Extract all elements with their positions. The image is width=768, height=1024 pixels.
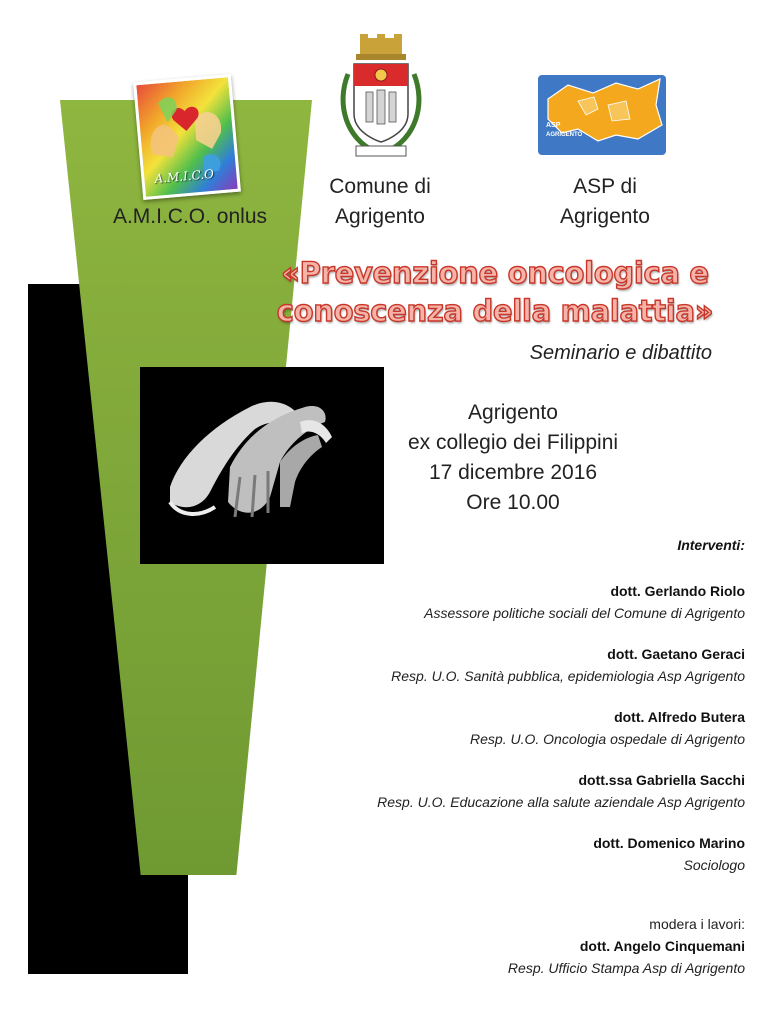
speaker-role: Sociologo <box>683 857 745 873</box>
speaker-item <box>290 706 745 750</box>
speaker-role: Assessore politiche sociali del Comune di Agrigento <box>424 605 745 621</box>
comune-label <box>300 172 460 232</box>
speaker-role: Resp. U.O. Oncologia ospedale di Agrigento <box>470 731 745 747</box>
event-title-line2: conoscenza della malattia» <box>276 294 714 328</box>
speaker-role: Resp. U.O. Educazione alla salute aziendale Asp Agrigento <box>377 794 745 810</box>
asp-logo-text-2: AGRIGENTO <box>546 132 583 138</box>
event-title <box>255 254 735 330</box>
moderator-name: dott. Angelo Cinquemani <box>579 938 745 954</box>
asp-logo-text-1: ASP <box>546 122 561 129</box>
event-subtitle: Seminario e dibattito <box>529 342 712 364</box>
speaker-role: Resp. U.O. Sanità pubblica, epidemiologia Asp Agrigento <box>391 668 745 684</box>
speaker-list <box>290 580 745 895</box>
event-city: Agrigento <box>468 401 558 424</box>
asp-label-line2: Agrigento <box>560 205 650 228</box>
speaker-name: dott. Alfredo Butera <box>614 709 745 725</box>
interventi-heading: Interventi: <box>677 537 745 553</box>
speaker-name: dott. Gerlando Riolo <box>610 583 745 599</box>
speaker-item <box>290 643 745 687</box>
speaker-name: dott. Domenico Marino <box>593 835 745 851</box>
asp-agrigento-logo <box>538 75 666 155</box>
speaker-item <box>290 769 745 813</box>
speaker-name: dott. Gaetano Geraci <box>607 646 745 662</box>
speaker-name: dott.ssa Gabriella Sacchi <box>578 772 745 788</box>
asp-label <box>520 172 690 232</box>
speaker-item <box>290 580 745 624</box>
moderator-role: Resp. Ufficio Stampa Asp di Agrigento <box>507 960 745 976</box>
event-title-line1: «Prevenzione oncologica e <box>281 256 709 290</box>
moderator-block <box>420 913 745 979</box>
event-venue: ex collegio dei Filippini <box>407 431 619 454</box>
event-time: Ore 10.00 <box>466 491 560 514</box>
amico-label: A.M.I.C.O. onlus <box>112 205 268 228</box>
amico-logo <box>133 74 241 200</box>
hands-sculpture-image <box>140 367 384 564</box>
speaker-item <box>290 832 745 876</box>
comune-label-line2: Agrigento <box>335 205 425 228</box>
event-date: 17 dicembre 2016 <box>428 461 598 484</box>
moderator-label: modera i lavori: <box>649 916 745 932</box>
event-info <box>372 398 654 518</box>
asp-label-line1: ASP di <box>573 175 637 198</box>
amico-logo-text: A.M.I.C.O <box>153 166 215 186</box>
comune-label-line1: Comune di <box>329 175 431 198</box>
comune-crest-icon <box>326 34 436 164</box>
